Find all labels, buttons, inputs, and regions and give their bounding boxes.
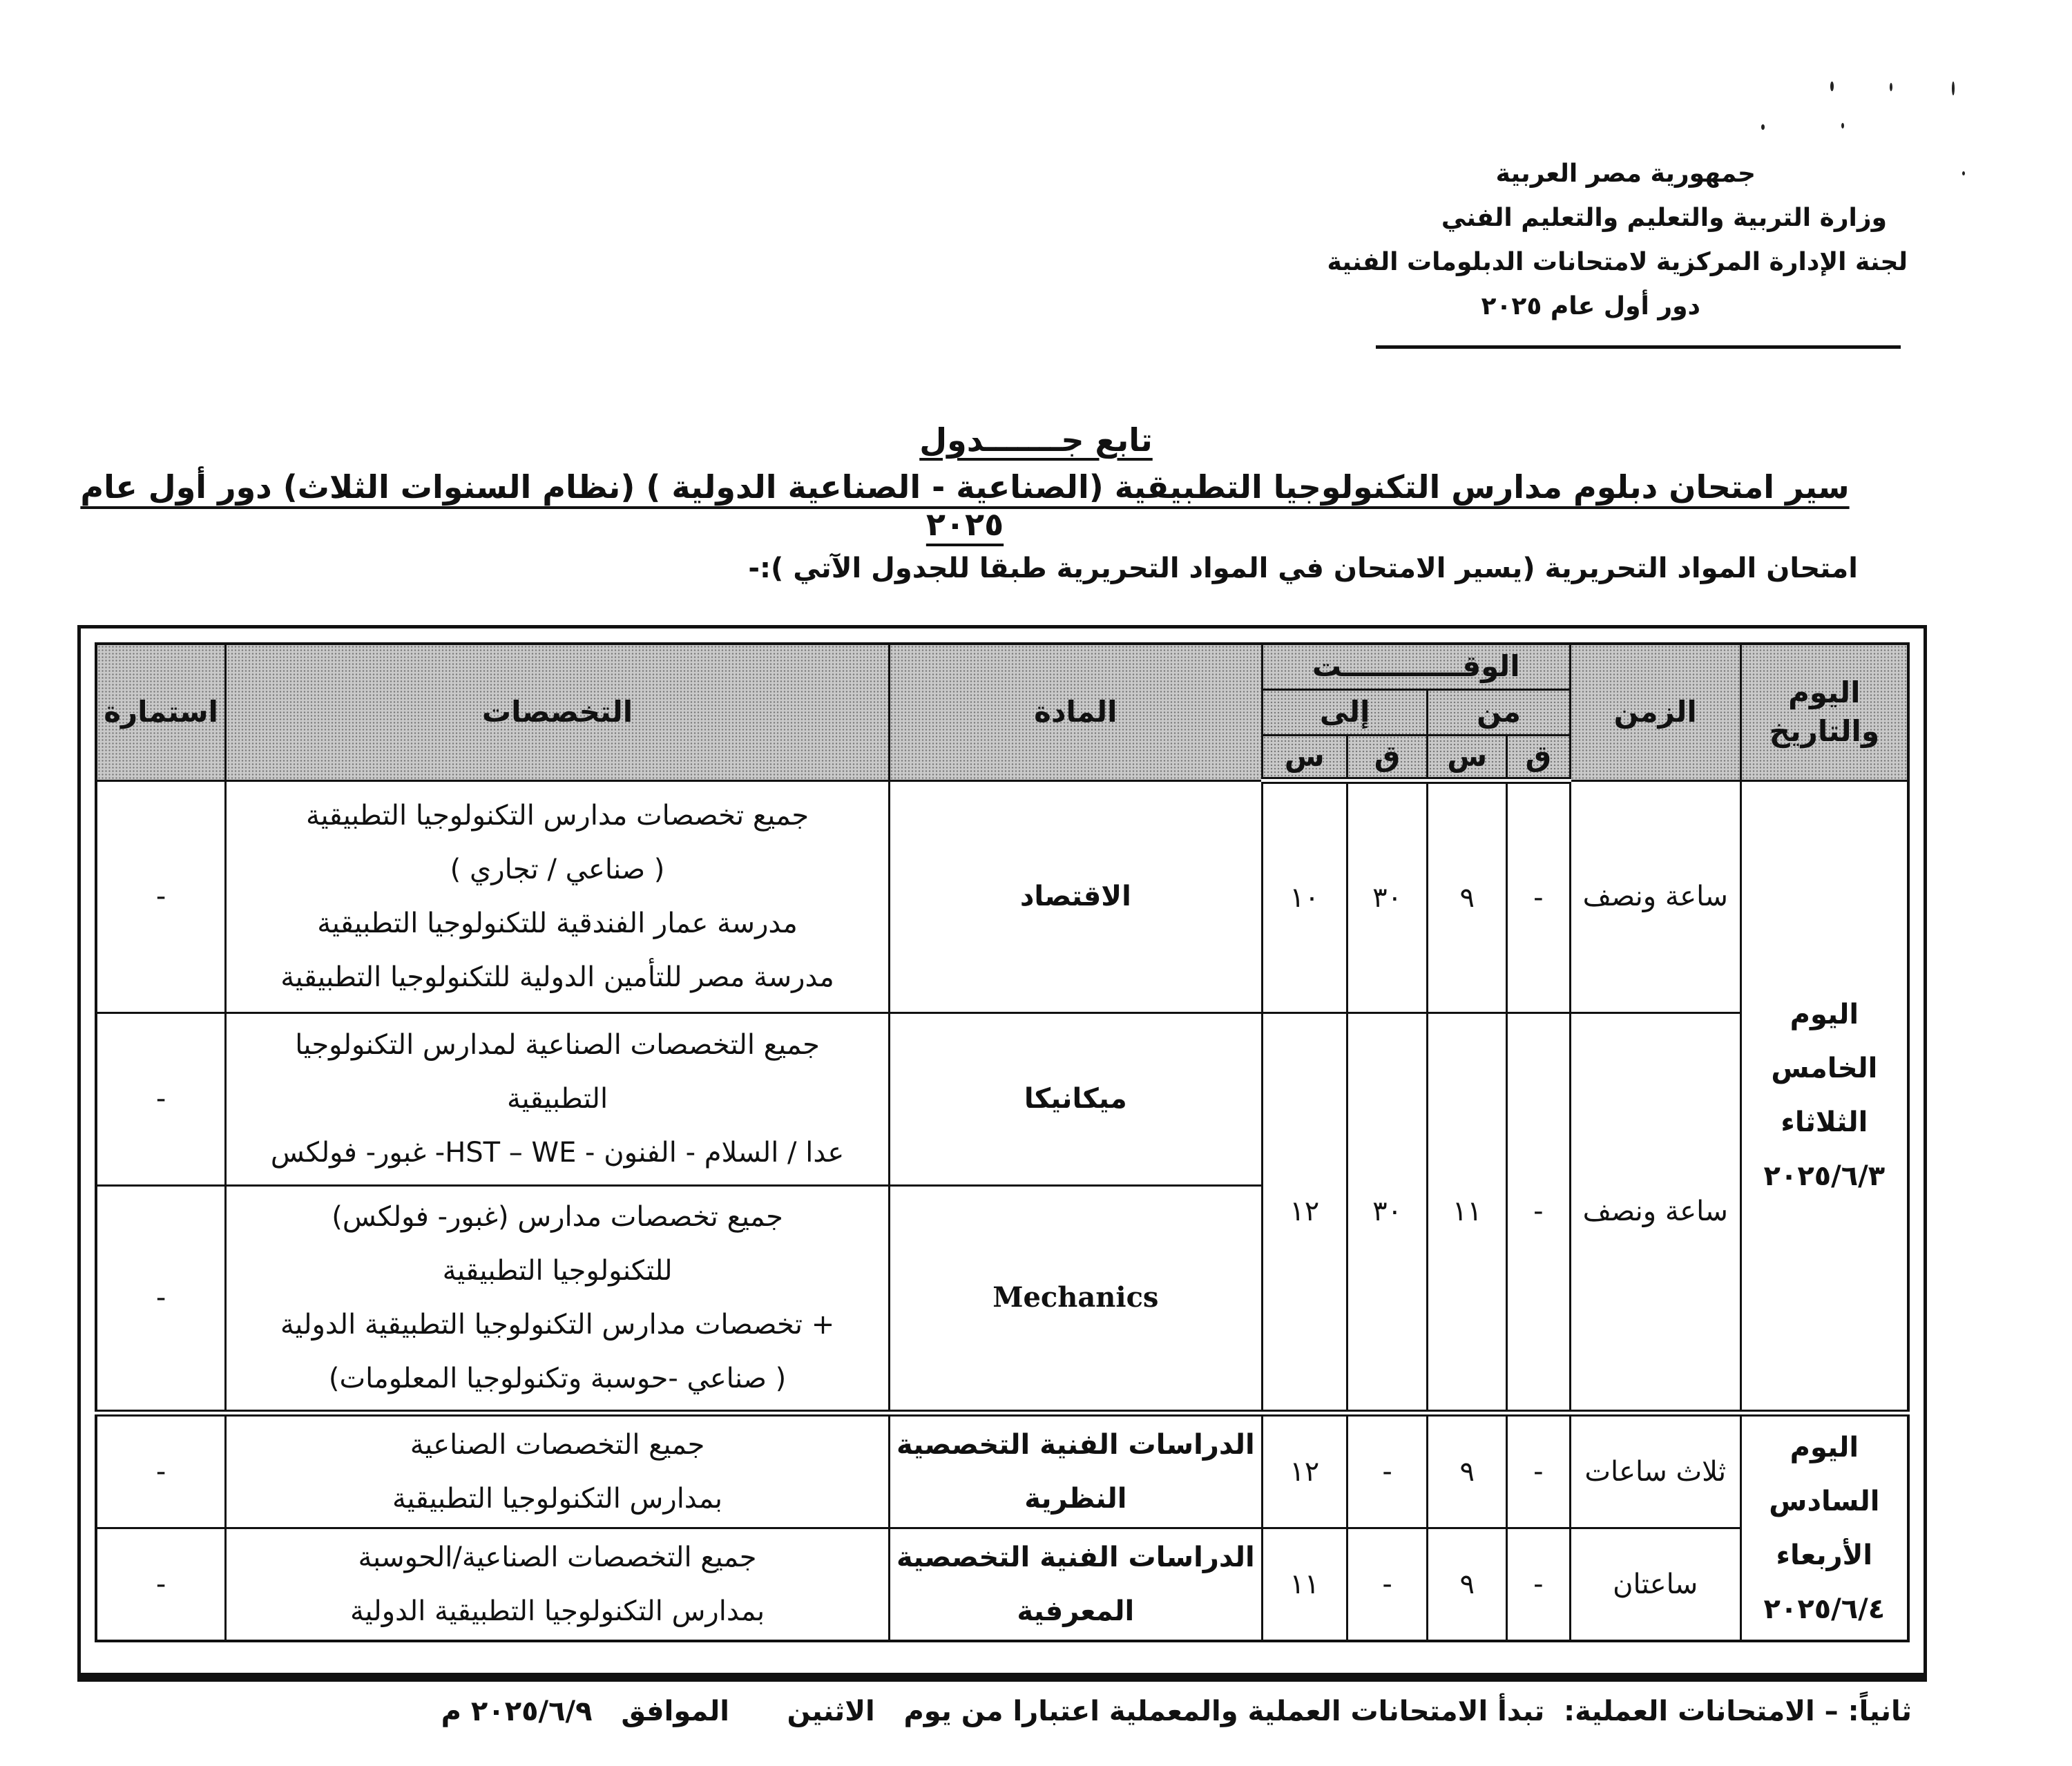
schedule-table-frame [77,625,1927,1676]
page-title: تابع جـــــــدول [919,421,1153,459]
header-to-hours: س [1262,735,1347,780]
day-cell-5: اليوم الخامس الثلاثاء ٢٠٢٥/٦/٣ [1740,780,1908,1413]
header-from: من [1428,689,1570,735]
header-session: دور أول عام ٢٠٢٥ [1481,292,1700,320]
from-hours-cell: ٩ [1428,1528,1507,1641]
scan-speck [1841,123,1844,128]
specializations-cell: جميع تخصصات مدارس (غبور- فولكس) للتكنولوجيا التطبيقية + تخصصات مدارس التكنولوجيا التطبيقية الدولية ( صناعي -حوسبة وتكنولوجيا المعلومات) [226,1185,890,1413]
from-hours-cell: ٩ [1428,1413,1507,1528]
day-cell-6: اليوم السادس الأربعاء ٢٠٢٥/٦/٤ [1740,1413,1908,1641]
form-cell: - [96,1413,226,1528]
practical-text: تبدأ الامتحانات العملية والمعملية اعتبارا من يوم [903,1696,1545,1727]
practical-label: ثانياً: – الامتحانات العملية: [1564,1696,1912,1727]
scan-speck [1962,171,1965,175]
header-from-minutes: ق [1507,735,1571,780]
from-minutes-cell: - [1507,780,1571,1012]
written-exams-intro: امتحان المواد التحريرية (يسير الامتحان في المواد التحريرية طبقا للجدول الآتي ):- [748,553,1858,584]
to-minutes-cell: ٣٠ [1347,780,1428,1012]
duration-cell: ساعتان [1570,1528,1740,1641]
specializations-cell: جميع التخصصات الصناعية/الحوسبة بمدارس التكنولوجيا التطبيقية الدولية [226,1528,890,1641]
from-hours-cell: ٩ [1428,780,1507,1012]
to-minutes-cell: - [1347,1528,1428,1641]
to-hours-cell: ١٠ [1262,780,1347,1012]
header-ministry: وزارة التربية والتعليم والتعليم الفني [1441,204,1887,232]
exam-schedule-table [95,642,1910,1642]
to-hours-cell: ١١ [1262,1528,1347,1641]
specializations-cell: جميع تخصصات مدارس التكنولوجيا التطبيقية ( صناعي / تجاري ) مدرسة عمار الفندقية للتكنولوجيا التطبيقية مدرسة مصر للتأمين الدولية للتكنولوجيا التطبيقية [226,780,890,1012]
scan-speck [1952,81,1955,95]
duration-cell: ساعة ونصف [1570,780,1740,1012]
subject-cell: الدراسات الفنية التخصصية النظرية [889,1413,1262,1528]
from-minutes-cell: - [1507,1528,1571,1641]
header-from-hours: س [1428,735,1507,780]
from-hours-cell: ١١ [1428,1012,1507,1413]
to-hours-cell: ١٢ [1262,1413,1347,1528]
header-form: استمارة [96,644,226,780]
from-minutes-cell: - [1507,1413,1571,1528]
practical-agree: الموافق [621,1696,729,1727]
from-minutes-cell: - [1507,1012,1571,1413]
form-cell: - [96,1012,226,1185]
practical-day: الاثنين [787,1696,875,1727]
table-row [96,1528,1908,1641]
header-divider [1376,345,1901,349]
duration-cell: ثلاث ساعات [1570,1413,1740,1528]
form-cell: - [96,1185,226,1413]
header-to: إلى [1262,689,1428,735]
specializations-cell: جميع التخصصات الصناعية لمدارس التكنولوجيا التطبيقية عدا / السلام - الفنون - HST – WE- غبور- فولكس [226,1012,890,1185]
header-to-minutes: ق [1347,735,1428,780]
practical-date: ٢٠٢٥/٦/٩ م [441,1696,593,1727]
header-day-date: اليوم والتاريخ [1740,644,1908,780]
specializations-cell: جميع التخصصات الصناعية بمدارس التكنولوجيا التطبيقية [226,1413,890,1528]
header-specializations: التخصصات [226,644,890,780]
practical-exams-note [441,1696,1912,1727]
scan-speck [1761,124,1765,130]
table-row [96,1413,1908,1528]
header-time: الوقــــــــــــت [1262,644,1570,689]
footer-divider [77,1676,1927,1682]
to-hours-cell: ١٢ [1262,1012,1347,1413]
header-committee: لجنة الإدارة المركزية لامتحانات الدبلومات الفنية [1327,248,1908,276]
header-country: جمهورية مصر العربية [1495,160,1756,188]
duration-cell: ساعة ونصف [1570,1012,1740,1413]
subject-cell: الدراسات الفنية التخصصية المعرفية [889,1528,1262,1641]
table-row [96,780,1908,1012]
form-cell: - [96,780,226,1012]
ministry-header [1314,152,1908,329]
to-minutes-cell: ٣٠ [1347,1012,1428,1413]
subject-cell: الاقتصاد [889,780,1262,1012]
header-subject: المادة [889,644,1262,780]
table-row [96,1012,1908,1185]
subject-cell: Mechanics [889,1185,1262,1413]
to-minutes-cell: - [1347,1413,1428,1528]
scan-speck [1830,81,1834,91]
page-subtitle: سير امتحان دبلوم مدارس التكنولوجيا التطبيقية (الصناعية - الصناعية الدولية ) (نظام السنوات الثلاث) دور أول عام ٢٠٢٥ [80,468,1850,543]
header-duration: الزمن [1570,644,1740,780]
subject-cell: ميكانيكا [889,1012,1262,1185]
scan-speck [1890,83,1892,91]
form-cell: - [96,1528,226,1641]
